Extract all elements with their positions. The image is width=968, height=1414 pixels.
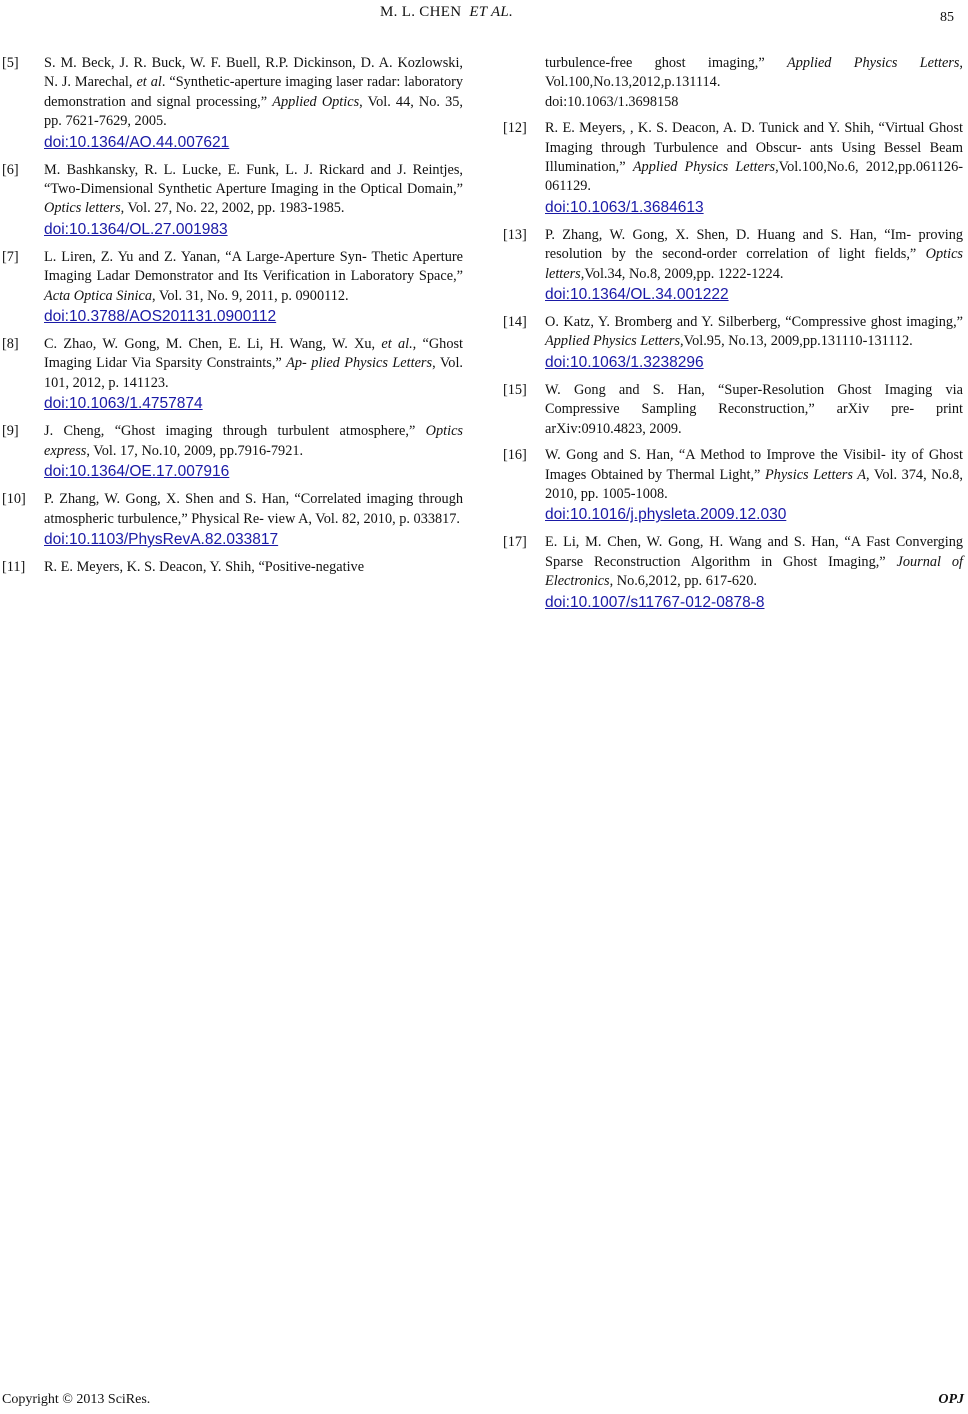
- journal-abbrev: OPJ: [938, 1392, 964, 1407]
- reference-text: Ap- plied Physics Letters: [286, 355, 433, 372]
- reference-item: [2, 558, 463, 577]
- doi-link[interactable]: doi:10.3788/AOS201131.0900112: [44, 308, 277, 326]
- reference-text: ,Vol.100,No.6, 2012,pp.061126-061129.: [545, 159, 963, 195]
- reference-number: [6]: [2, 161, 19, 178]
- reference-text: J. Cheng, “Ghost imaging through turbulent atmosphere,”: [44, 423, 426, 440]
- reference-number: [14]: [503, 314, 527, 331]
- doi-link[interactable]: doi:10.1364/AO.44.007621: [44, 133, 230, 151]
- doi-link[interactable]: doi:10.1103/PhysRevA.82.033817: [44, 530, 279, 548]
- reference-text: P. Zhang, W. Gong, X. Shen and S. Han, “Correlated imaging through atmospheric turbulence,” Physical Re- view A, Vol. 82, 2010, p. 033817.: [44, 491, 463, 527]
- reference-text: Optics letters: [44, 200, 121, 217]
- reference-text: et al.,: [381, 336, 417, 353]
- reference-number: [17]: [503, 534, 527, 551]
- reference-text: O. Katz, Y. Bromberg and Y. Silberberg, “Compressive ghost imaging,”: [545, 314, 963, 331]
- reference-text: Applied Physics Letters: [786, 55, 960, 71]
- reference-item: [2, 248, 463, 328]
- reference-text: S. M. Beck, J. R. Buck, W. F. Buell, R.P. Dickinson, D. A. Kozlowski, N. J. Marechal,: [44, 55, 463, 91]
- reference-number: [13]: [503, 226, 527, 243]
- reference-text: , Vol. 27, No. 22, 2002, pp. 1983-1985.: [120, 200, 345, 217]
- doi-link[interactable]: doi:10.1016/j.physleta.2009.12.030: [545, 506, 787, 524]
- doi-link[interactable]: doi:10.1063/1.3684613: [545, 198, 704, 216]
- reference-text: W. Gong and S. Han, “A Method to Improve the Visibil- ity of Ghost Images Obtained by Thermal Light,”: [545, 447, 963, 483]
- running-header-etal: ET AL.: [469, 4, 514, 20]
- reference-text: , Vol. 17, No.10, 2009, pp.7916-7921.: [86, 442, 304, 459]
- reference-text: C. Zhao, W. Gong, M. Chen, E. Li, H. Wang, W. Xu,: [44, 336, 382, 353]
- reference-text: L. Liren, Z. Yu and Z. Yanan, “A Large-Aperture Syn- Thetic Aperture Imaging Ladar Demonstrator and Its Verification in Laboratory Space,”: [44, 248, 463, 285]
- reference-item: [2, 490, 463, 551]
- reference-text: Acta Optica Sinica: [44, 287, 152, 304]
- reference-text: Optics letters: [545, 246, 963, 282]
- page-number: 85: [940, 10, 954, 25]
- reference-item: [503, 119, 963, 219]
- reference-text: Applied Physics Letters: [545, 333, 681, 350]
- doi-link[interactable]: doi:10.1364/OE.17.007916: [44, 463, 230, 481]
- reference-text: Optics express: [44, 423, 463, 459]
- reference-text: M. Bashkansky, R. L. Lucke, E. Funk, L. J. Rickard and J. Reintjes, “Two-Dimensional Synthetic Aperture Imaging in the Optical Domain,”: [44, 161, 463, 198]
- reference-text: E. Li, M. Chen, W. Gong, H. Wang and S. Han, “A Fast Converging Sparse Reconstruction Algorithm in Ghost Imaging,”: [545, 534, 963, 570]
- reference-text: W. Gong and S. Han, “Super-Resolution Ghost Imaging via Compressive Sampling Reconstruction,” arXiv pre- print arXiv:0910.4823, 2009.: [545, 381, 963, 437]
- reference-item: [2, 422, 463, 483]
- reference-number: [15]: [503, 381, 527, 398]
- reference-text: , Vol. 31, No. 9, 2011, p. 0900112.: [152, 287, 349, 304]
- reference-item: [503, 381, 963, 439]
- references-column-right: [503, 54, 963, 621]
- reference-number: [9]: [2, 423, 19, 440]
- reference-text: , Vol. 44, No. 35, pp. 7621-7629, 2005.: [44, 93, 463, 130]
- reference-number: [5]: [2, 55, 19, 71]
- page-footer: [2, 1392, 964, 1408]
- reference-text: Journal of Electronics: [545, 553, 963, 590]
- reference-number: [10]: [2, 491, 26, 508]
- reference-text: turbulence-free ghost imaging,”: [545, 55, 787, 71]
- reference-text: , No.6,2012, pp. 617-620.: [609, 573, 757, 590]
- doi-link[interactable]: doi:10.1364/OL.34.001222: [545, 286, 729, 304]
- doi-link[interactable]: doi:10.1063/1.3698158: [545, 93, 679, 110]
- reference-continuation: [503, 54, 963, 112]
- reference-number: [16]: [503, 447, 527, 464]
- reference-item: [503, 446, 963, 526]
- copyright-notice: Copyright © 2013 SciRes.: [2, 1392, 151, 1407]
- reference-item: [503, 226, 963, 306]
- doi-link[interactable]: doi:10.1063/1.4757874: [44, 395, 203, 413]
- reference-item: [2, 54, 463, 154]
- reference-number: [12]: [503, 120, 527, 137]
- reference-number: [8]: [2, 336, 19, 353]
- reference-item: [2, 335, 463, 415]
- reference-item: [503, 533, 963, 613]
- reference-text: Applied Physics Letters: [632, 159, 776, 176]
- running-header: [0, 4, 968, 24]
- reference-number: [7]: [2, 248, 19, 265]
- reference-text: , Vol. 101, 2012, p. 141123.: [44, 355, 463, 391]
- doi-link[interactable]: doi:10.1063/1.3238296: [545, 353, 704, 371]
- reference-text: R. E. Meyers, , K. S. Deacon, A. D. Tunick and Y. Shih, “Virtual Ghost Imaging through Turbulence and Obscur- ants Using Bessel Beam Illumination,”: [545, 120, 963, 176]
- reference-text: ,Vol.95, No.13, 2009,pp.131110-131112.: [680, 333, 913, 350]
- reference-item: [2, 161, 463, 241]
- reference-text: Applied Optics: [272, 93, 360, 110]
- doi-link[interactable]: doi:10.1007/s11767-012-0878-8: [545, 593, 765, 611]
- reference-text: et al: [136, 74, 162, 91]
- reference-number: [11]: [2, 558, 26, 575]
- reference-text: Physics Letters A: [764, 466, 866, 483]
- reference-item: [503, 313, 963, 374]
- reference-text: , Vol. 374, No.8, 2010, pp. 1005-1008.: [545, 466, 964, 502]
- reference-text: ,Vol.34, No.8, 2009,pp. 1222-1224.: [580, 265, 784, 282]
- doi-link[interactable]: doi:10.1364/OL.27.001983: [44, 220, 228, 238]
- reference-text: P. Zhang, W. Gong, X. Shen, D. Huang and S. Han, “Im- proving resolution by the second-order correlation of light fields,”: [545, 226, 963, 263]
- reference-text: . “Synthetic-aperture imaging laser radar: laboratory demonstration and signal processing,”: [44, 74, 463, 110]
- reference-text: R. E. Meyers, K. S. Deacon, Y. Shih, “Positive-negative: [44, 558, 365, 575]
- references-column-left: [2, 54, 463, 584]
- running-header-author: M. L. CHEN ET AL.: [380, 4, 514, 20]
- reference-text: “Ghost Imaging Lidar Via Sparsity Constraints,”: [44, 336, 464, 372]
- reference-text: , Vol.100,No.13,2012,p.131114.: [545, 55, 963, 91]
